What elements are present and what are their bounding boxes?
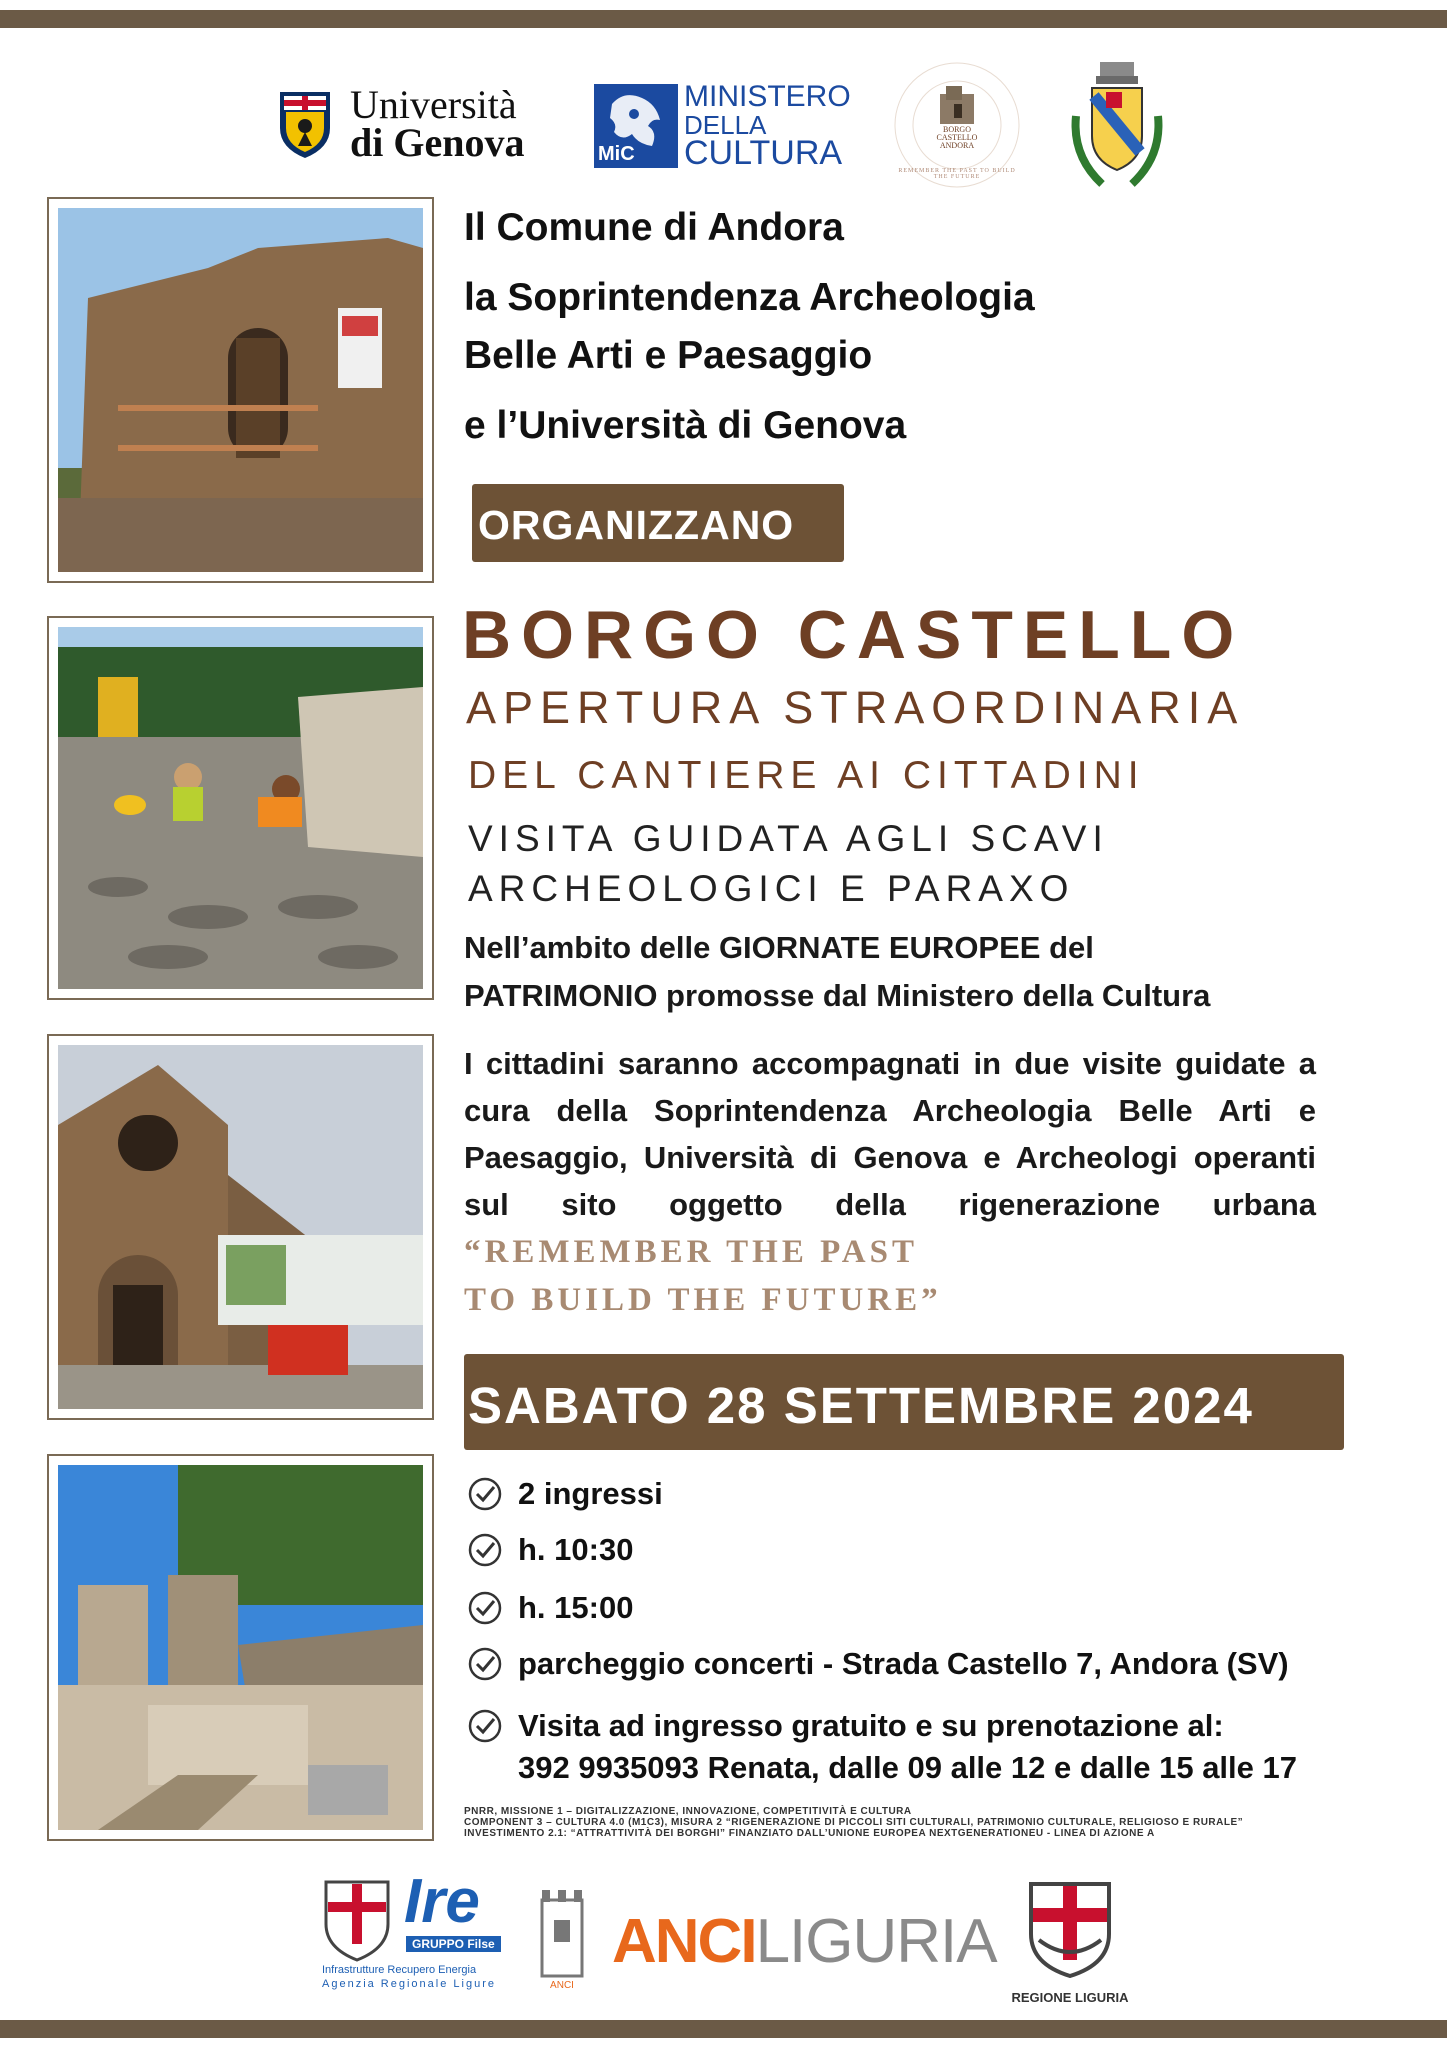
borgo-castello-seal xyxy=(892,60,1022,190)
detail-row-parking xyxy=(468,1646,1289,1682)
andora-coat-of-arms xyxy=(1062,56,1172,196)
seal-ring-text: REMEMBER THE PAST TO BUILD THE FUTURE xyxy=(898,168,1016,180)
regione-name: REGIONE LIGURIA xyxy=(1011,1990,1129,2005)
photo-ruins xyxy=(58,1465,423,1830)
detail-time-2: h. 15:00 xyxy=(518,1590,634,1625)
event-title: BORGO CASTELLO xyxy=(462,597,1245,673)
ire-logo xyxy=(322,1867,512,1994)
anci-tower-icon xyxy=(536,1880,588,1994)
detail-row-time-1 xyxy=(468,1532,633,1568)
ire-sub-1: Infrastrutture Recupero Energia xyxy=(322,1964,477,1976)
check-circle-icon xyxy=(468,1709,502,1743)
description xyxy=(464,1040,1316,1276)
anci-part-1: ANCI xyxy=(612,1907,756,1976)
context-line-2: PATRIMONIO promosse dal Ministero della Cultura xyxy=(464,978,1211,1013)
ire-sub-2: Agenzia Regionale Ligure xyxy=(322,1978,496,1990)
anci-liguria-logo xyxy=(612,1906,997,1976)
detail-parking: parcheggio concerti - Strada Castello 7, Andora (SV) xyxy=(518,1646,1289,1681)
organizer-line-4: e l’Università di Genova xyxy=(464,404,907,447)
ire-name: Ire xyxy=(404,1867,480,1936)
check-circle-icon xyxy=(468,1647,502,1681)
anci-part-2: LIGURIA xyxy=(755,1907,997,1976)
photo-frame-2 xyxy=(47,616,434,1000)
detail-booking-line-2: 392 9935093 Renata, dalle 09 alle 12 e dalle 15 alle 17 xyxy=(518,1750,1297,1785)
event-subtitle-2: DEL CANTIERE AI CITTADINI xyxy=(468,754,1145,797)
organizer-line-3: Belle Arti e Paesaggio xyxy=(464,334,873,377)
liguria-shield-icon xyxy=(322,1878,392,1962)
photo-church xyxy=(58,1045,423,1409)
organize-label-text: ORGANIZZANO xyxy=(478,502,795,548)
event-subtitle-3b: ARCHEOLOGICI E PARAXO xyxy=(468,868,1075,909)
event-date-banner xyxy=(464,1354,1344,1450)
detail-entrances: 2 ingressi xyxy=(518,1476,663,1511)
context-line-1: Nell’ambito delle GIORNATE EUROPEE del xyxy=(464,930,1094,965)
detail-row-entrances xyxy=(468,1476,663,1512)
check-circle-icon xyxy=(468,1533,502,1567)
detail-time-1: h. 10:30 xyxy=(518,1532,634,1567)
check-circle-icon xyxy=(468,1591,502,1625)
coat-of-arms-icon xyxy=(1062,56,1172,196)
ministry-line2: DELLA xyxy=(684,110,767,140)
fine-print-line-2: COMPONENT 3 – CULTURA 4.0 (M1C3), MISURA 2 “RIGENERAZIONE DI PICCOLI SITI CULTURALI, PATRIMONIO CULTURALE, RELIGIOSO E RURALE” xyxy=(464,1817,1244,1828)
detail-row-time-2 xyxy=(468,1590,633,1626)
event-date-text: SABATO 28 SETTEMBRE 2024 xyxy=(468,1377,1254,1434)
ire-group: GRUPPO Filse xyxy=(406,1936,501,1952)
organize-label xyxy=(472,484,844,562)
photo-frame-1 xyxy=(47,197,434,583)
fine-print-line-3: INVESTIMENTO 2.1: “ATTRATTIVITÀ DEI BORGHI” FINANZIATO DALL’UNIONE EUROPEA NEXTGENERATIONEU - LINEA DI AZIONE A xyxy=(464,1828,1155,1839)
ministry-line3: CULTURA xyxy=(684,134,843,172)
ministry-emblem-icon xyxy=(594,84,678,168)
event-subtitle-3a: VISITA GUIDATA AGLI SCAVI xyxy=(468,818,1109,859)
funding-fine-print xyxy=(464,1806,1394,1839)
top-border xyxy=(0,10,1447,28)
regione-liguria-logo xyxy=(1000,1878,1140,2008)
photo-frame-3 xyxy=(47,1034,434,1420)
detail-row-booking xyxy=(468,1708,1224,1744)
svg-text:ANCI: ANCI xyxy=(550,1980,574,1991)
seal-center-text: BORGO CASTELLO ANDORA xyxy=(936,125,978,150)
ministry-badge: MiC xyxy=(598,143,635,165)
bottom-border xyxy=(0,2020,1447,2038)
university-shield-icon xyxy=(276,88,334,160)
university-name-line2: di Genova xyxy=(350,120,525,165)
photo-excavation xyxy=(58,627,423,989)
organizer-line-2: la Soprintendenza Archeologia xyxy=(464,276,1035,319)
fine-print-line-1: PNRR, MISSIONE 1 – DIGITALIZZAZIONE, INNOVAZIONE, COMPETITIVITÀ E CULTURA xyxy=(464,1806,912,1817)
check-circle-icon xyxy=(468,1477,502,1511)
photo-frame-4 xyxy=(47,1454,434,1841)
photo-stone-tower xyxy=(58,208,423,572)
university-name-line1: Università xyxy=(350,82,517,127)
detail-booking-line-1: Visita ad ingresso gratuito e su prenotazione al: xyxy=(518,1708,1224,1743)
ministry-logo xyxy=(594,80,854,172)
regione-shield-icon xyxy=(1025,1878,1115,1978)
motto-line-2: TO BUILD THE FUTURE” xyxy=(464,1282,942,1318)
motto-line-1: “REMEMBER THE PAST xyxy=(464,1234,918,1270)
description-text: I cittadini saranno accompagnati in due visite guidate a cura della Soprintendenza Archeologia Belle Arti e Paesaggio, Università di Genova e Archeologi operanti sul sito oggetto della rigenerazione urbana xyxy=(464,1046,1316,1222)
event-subtitle-1: APERTURA STRAORDINARIA xyxy=(466,682,1245,733)
ministry-line1: MINISTERO xyxy=(684,80,851,113)
organizer-line-1: Il Comune di Andora xyxy=(464,206,844,249)
university-logo xyxy=(276,84,556,164)
